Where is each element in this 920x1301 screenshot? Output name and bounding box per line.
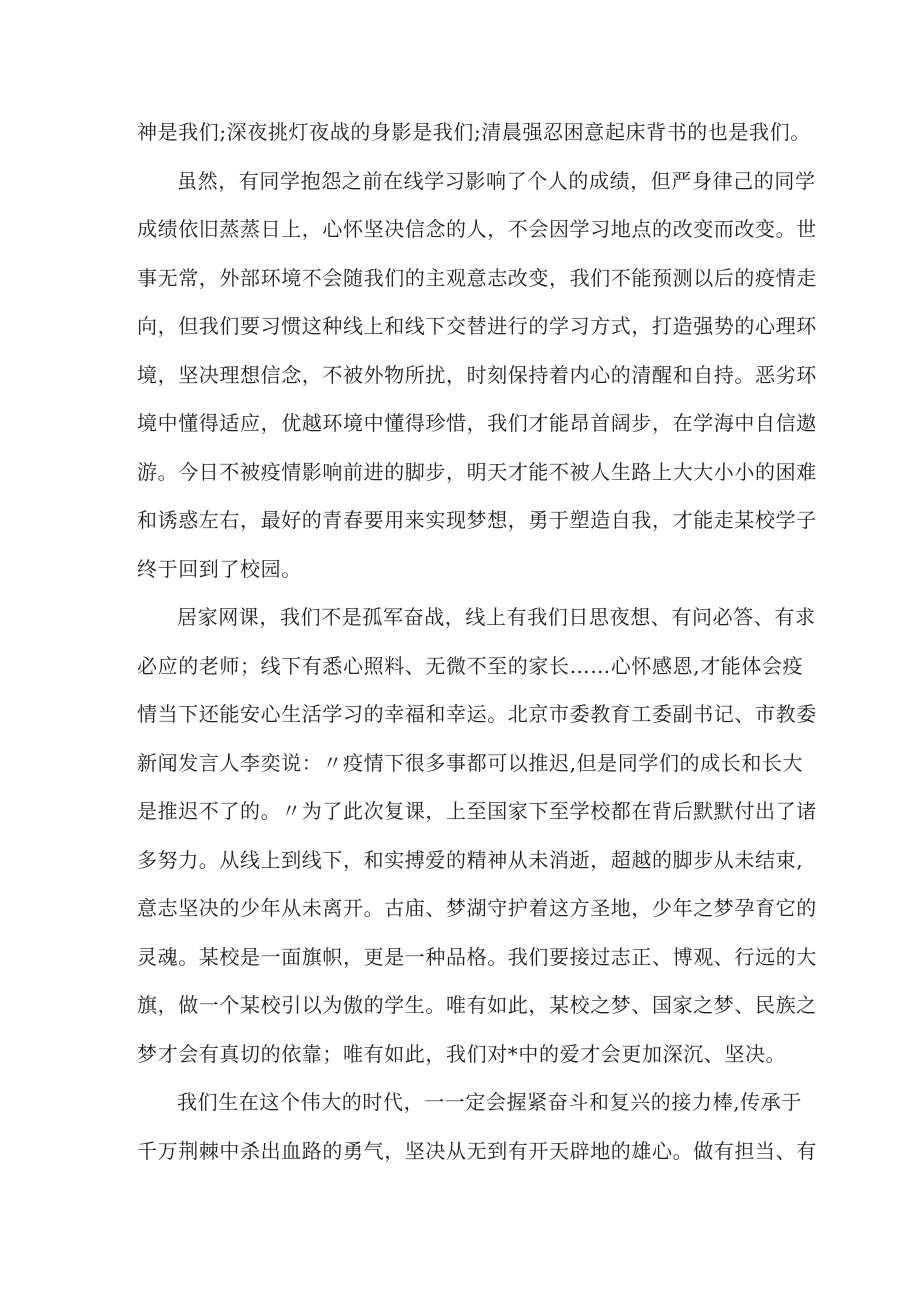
paragraph-line: 向，但我们要习惯这种线上和线下交替进行的学习方式，打造强势的心理环 [137,314,817,338]
paragraph-line: 虽然，有同学抱怨之前在线学习影响了个人的成绩，但严身律己的同学 [177,168,816,193]
paragraph-line: 境，坚决理想信念，不被外物所扰，时刻保持着内心的清醒和自持。恶劣环 [137,362,817,387]
paragraph-line: 居家网课，我们不是孤军奋战，线上有我们日思夜想、有问必答、有求 [177,605,816,629]
paragraph-line: 神是我们;深夜挑灯夜战的身影是我们;清晨强忍困意起床背书的也是我们。 [137,120,811,144]
paragraph [137,157,817,594]
paragraph-line: 游。今日不被疫情影响前进的脚步，明天才能不被人生路上大大小小的困难 [137,459,817,484]
paragraph-line: 情当下还能安心生活学习的幸福和幸运。北京市委教育工委副书记、市教委 [137,702,817,726]
paragraph-line: 必应的老师；线下有悉心照料、无微不至的家长……心怀感恩,才能体会疫 [137,653,804,678]
paragraph [137,108,811,157]
paragraph-line: 多努力。从线上到线下，和实搏爱的精神从未消逝，超越的脚步从未结束, [137,847,804,872]
paragraph-line: 和诱惑左右，最好的青春要用来实现梦想，勇于塑造自我，才能走某校学子 [137,508,817,532]
paragraph-line: 意志坚决的少年从未离开。古庙、梦湖守护着这方圣地，少年之梦孕育它的 [137,896,817,920]
paragraph-line: 梦才会有真切的依靠；唯有如此，我们对*中的爱才会更加深沉、坚决。 [137,1041,787,1066]
paragraph-line: 终于回到了校园。 [137,556,302,581]
document-body [137,108,817,1175]
paragraph [137,1078,817,1175]
paragraph-line: 千万荆棘中杀出血路的勇气，坚决从无到有开天辟地的雄心。做有担当、有 [137,1138,817,1163]
paragraph-line: 境中懂得适应，优越环境中懂得珍惜，我们才能昂首阔步，在学海中自信遨 [137,411,817,435]
paragraph [137,593,817,1078]
paragraph-line: 新闻发言人李奕说：〃疫情下很多事都可以推迟,但是同学们的成长和长大 [137,750,804,775]
paragraph-line: 成绩依旧蒸蒸日上，心怀坚决信念的人，不会因学习地点的改变而改变。世 [137,217,817,241]
paragraph-line: 灵魂。某校是一面旗帜，更是一种品格。我们要接过志正、博观、行远的大 [137,944,817,969]
paragraph-line: 是推迟不了的。〃为了此次复课，上至国家下至学校都在背后默默付出了诸 [137,799,817,823]
paragraph-line: 事无常，外部环境不会随我们的主观意志改变，我们不能预测以后的疫情走 [137,265,817,290]
paragraph-line: 我们生在这个伟大的时代，一一定会握紧奋斗和复兴的接力棒,传承于 [177,1090,802,1114]
paragraph-line: 旗，做一个某校引以为傲的学生。唯有如此，某校之梦、国家之梦、民族之 [137,993,817,1017]
